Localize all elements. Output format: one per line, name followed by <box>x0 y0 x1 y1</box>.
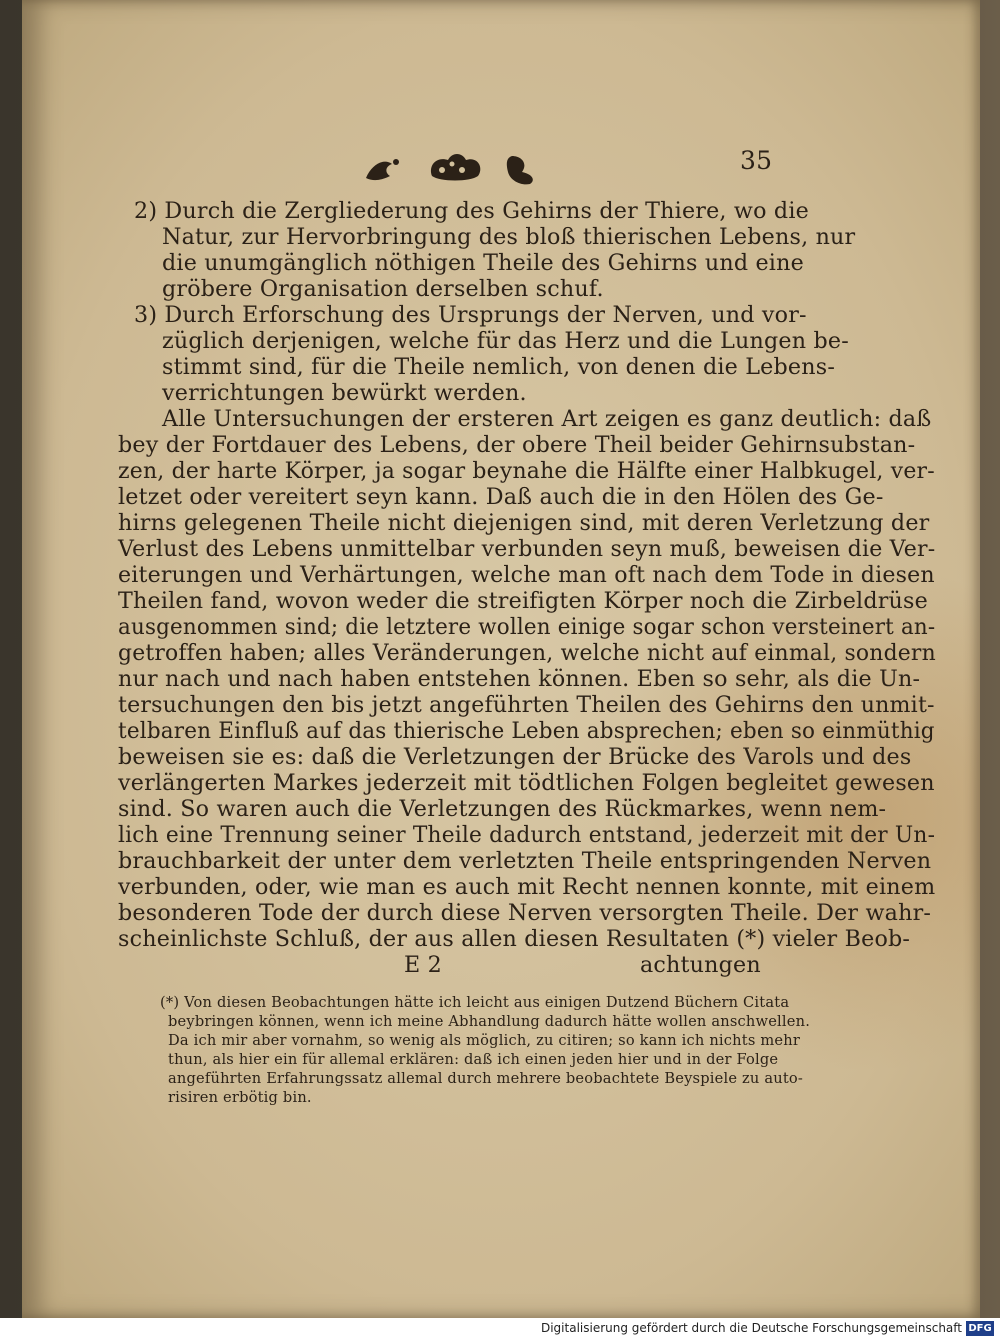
footnote-line: (*) Von diesen Beobachtungen hätte ich leicht aus einigen Dutzend Büchern Citata <box>160 994 790 1011</box>
body-line: Alle Untersuchungen der ersteren Art zeigen es ganz deutlich: daß <box>162 406 932 432</box>
body-line: verrichtungen bewürkt werden. <box>162 380 527 406</box>
footer-credit: Digitalisierung gefördert durch die Deutsche Forschungsgemeinschaft <box>540 1321 962 1335</box>
body-line: Verlust des Lebens unmittelbar verbunden seyn muß, beweisen die Ver- <box>118 536 936 562</box>
footnote-line: thun, als hier ein für allemal erklären: daß ich einen jeden hier und in der Folge <box>168 1051 779 1068</box>
digitization-footer <box>0 1318 1000 1340</box>
body-line: bey der Fortdauer des Lebens, der obere Theil beider Gehirnsubstan- <box>118 432 916 458</box>
body-line: ausgenommen sind; die letztere wollen einige sogar schon versteinert an- <box>118 614 936 640</box>
catchword: achtungen <box>640 952 761 978</box>
body-line: besonderen Tode der durch diese Nerven versorgten Theile. Der wahr- <box>118 900 932 926</box>
body-line: 3) Durch Erforschung des Ursprungs der Nerven, und vor- <box>134 302 807 328</box>
footnote-line: beybringen können, wenn ich meine Abhandlung dadurch hätte wollen anschwellen. <box>168 1013 811 1030</box>
body-line: zen, der harte Körper, ja sogar beynahe die Hälfte einer Halbkugel, ver- <box>118 458 935 484</box>
body-line: brauchbarkeit der unter dem verletzten Theile entspringenden Nerven <box>118 848 932 874</box>
body-line: eiterungen und Verhärtungen, welche man oft nach dem Tode in diesen <box>118 562 935 588</box>
body-line: nur nach und nach haben entstehen können. Eben so sehr, als die Un- <box>118 666 921 692</box>
body-line: lich eine Trennung seiner Theile dadurch entstand, jederzeit mit der Un- <box>118 822 936 848</box>
body-line: scheinlichste Schluß, der aus allen diesen Resultaten (*) vieler Beob- <box>118 926 911 952</box>
body-line: verlängerten Markes jederzeit mit tödtlichen Folgen begleitet gewesen <box>118 770 935 796</box>
body-line: verbunden, oder, wie man es auch mit Recht nennen konnte, mit einem <box>118 874 936 900</box>
body-line: züglich derjenigen, welche für das Herz und die Lungen be- <box>162 328 849 354</box>
body-line: beweisen sie es: daß die Verletzungen der Brücke des Varols und des <box>118 744 912 770</box>
body-line: gröbere Organisation derselben schuf. <box>162 276 604 302</box>
body-line: getroffen haben; alles Veränderungen, welche nicht auf einmal, sondern <box>118 640 936 666</box>
body-line: sind. So waren auch die Verletzungen des Rückmarkes, wenn nem- <box>118 796 887 822</box>
body-line: Natur, zur Hervorbringung des bloß thierischen Lebens, nur <box>162 224 856 250</box>
signature-mark: E 2 <box>404 952 442 978</box>
body-line: Theilen fand, wovon weder die streifigten Körper noch die Zirbeldrüse <box>118 588 928 614</box>
body-line: telbaren Einfluß auf das thierische Leben absprechen; eben so einmüthig <box>118 718 935 744</box>
header-ornament-icon <box>362 146 542 190</box>
body-line: 2) Durch die Zergliederung des Gehirns der Thiere, wo die <box>134 198 809 224</box>
page-number: 35 <box>740 146 773 175</box>
footnote-line: risiren erbötig bin. <box>168 1089 312 1106</box>
body-line: stimmt sind, für die Theile nemlich, von denen die Lebens- <box>162 354 836 380</box>
body-line: letzet oder vereitert seyn kann. Daß auch die in den Hölen des Ge- <box>118 484 884 510</box>
body-line: hirns gelegenen Theile nicht diejenigen sind, mit deren Verletzung der <box>118 510 930 536</box>
dfg-logo-icon[interactable]: DFG <box>966 1321 994 1336</box>
book-page <box>22 0 980 1318</box>
body-line: tersuchungen den bis jetzt angeführten Theilen des Gehirns den unmit- <box>118 692 935 718</box>
body-line: die unumgänglich nöthigen Theile des Gehirns und eine <box>162 250 804 276</box>
footnote-line: angeführten Erfahrungssatz allemal durch mehrere beobachtete Beyspiele zu auto- <box>168 1070 804 1087</box>
footnote-line: Da ich mir aber vornahm, so wenig als möglich, zu citiren; so kann ich nichts mehr <box>168 1032 801 1049</box>
